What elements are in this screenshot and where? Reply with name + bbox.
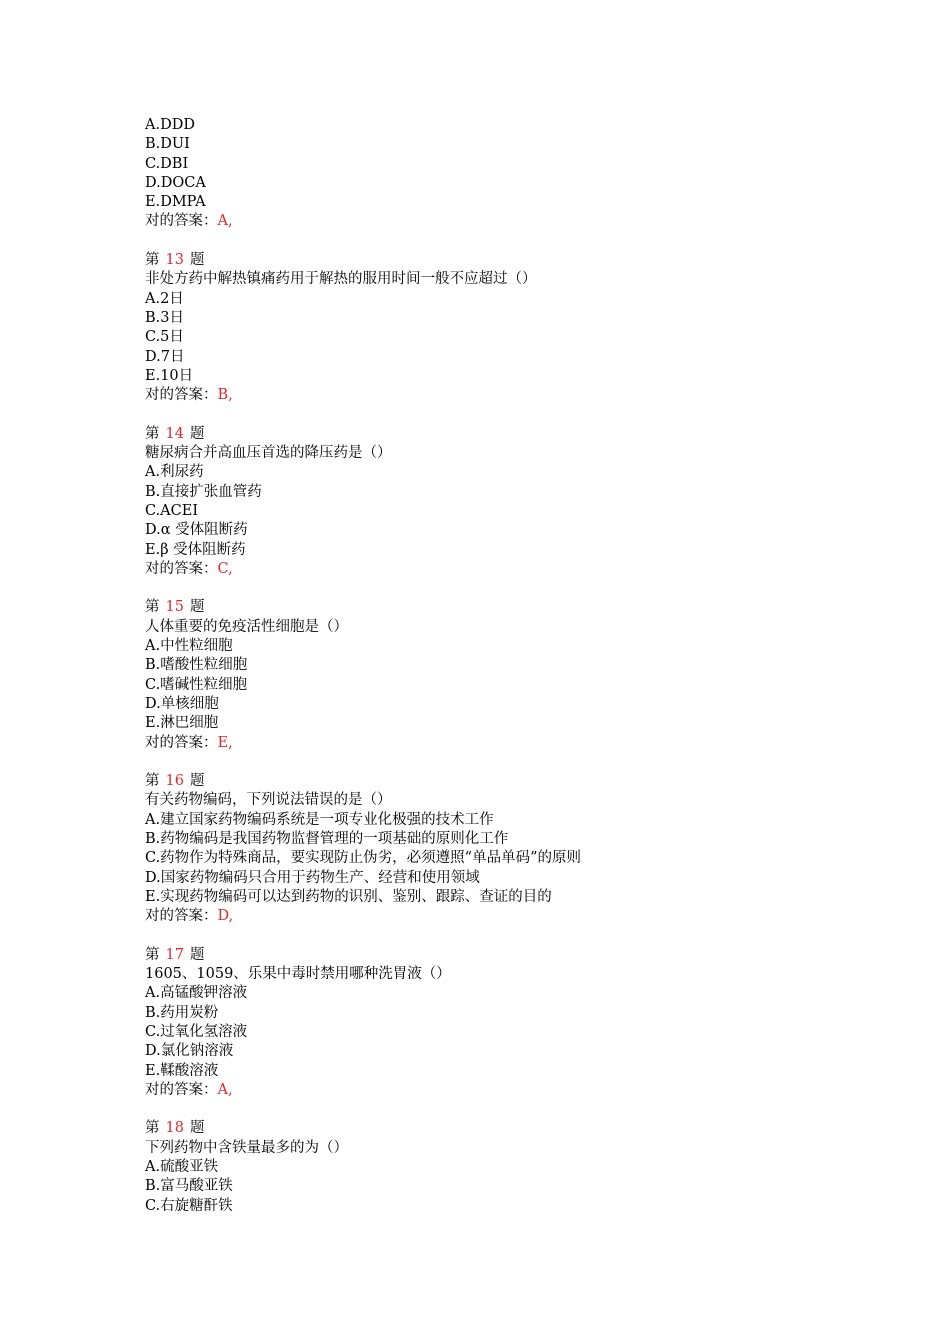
option-line: A.高锰酸钾溶液 bbox=[145, 985, 248, 1002]
spacer bbox=[145, 926, 905, 945]
spacer bbox=[145, 232, 905, 251]
question-number: 16 bbox=[165, 773, 184, 790]
question-block bbox=[145, 116, 905, 232]
question-number: 18 bbox=[165, 1120, 184, 1137]
question-suffix: 题 bbox=[189, 773, 205, 790]
question-number: 13 bbox=[165, 252, 184, 269]
option-line: B.DUI bbox=[145, 136, 190, 153]
option-line: C.药物作为特殊商品，要实现防止伪劣，必须遵照“单品单码”的原则 bbox=[145, 850, 582, 867]
question-number: 17 bbox=[165, 946, 184, 963]
question-suffix: 题 bbox=[189, 1120, 205, 1137]
question-stem: 下列药物中含铁量最多的为（） bbox=[145, 1139, 348, 1156]
question-stem: 1605、1059、乐果中毒时禁用哪种洗胃液（） bbox=[145, 966, 451, 983]
question-prefix: 第 bbox=[145, 252, 160, 269]
question-prefix: 第 bbox=[145, 946, 160, 963]
option-line: D.α 受体阻断药 bbox=[145, 522, 248, 539]
option-line: C.5日 bbox=[145, 329, 184, 346]
option-line: A.硫酸亚铁 bbox=[145, 1159, 219, 1176]
option-line: D.氯化钠溶液 bbox=[145, 1043, 234, 1060]
option-line: A.中性粒细胞 bbox=[145, 638, 233, 655]
question-block bbox=[145, 598, 905, 752]
option-line: A.利尿药 bbox=[145, 464, 204, 481]
option-line: D.DOCA bbox=[145, 174, 206, 191]
question-stem: 糖尿病合并高血压首选的降压药是（） bbox=[145, 445, 392, 462]
question-block bbox=[145, 1119, 905, 1215]
question-header bbox=[145, 598, 905, 617]
answer-line bbox=[145, 907, 905, 926]
question-block bbox=[145, 251, 905, 405]
option-line: A.2日 bbox=[145, 290, 184, 307]
answer-prefix: 对的答案： bbox=[145, 908, 218, 925]
answer-prefix: 对的答案： bbox=[145, 734, 218, 751]
option-line: E.鞣酸溶液 bbox=[145, 1062, 219, 1079]
answer-line bbox=[145, 212, 905, 231]
option-line: E.实现药物编码可以达到药物的识别、鉴别、跟踪、查证的目的 bbox=[145, 888, 552, 905]
question-prefix: 第 bbox=[145, 599, 160, 616]
answer-prefix: 对的答案： bbox=[145, 213, 218, 230]
option-line: C.ACEI bbox=[145, 502, 199, 519]
answer-value: E, bbox=[217, 734, 233, 751]
spacer bbox=[145, 579, 905, 598]
question-number: 15 bbox=[165, 599, 184, 616]
option-line: A.建立国家药物编码系统是一项专业化极强的技术工作 bbox=[145, 811, 494, 828]
question-header bbox=[145, 772, 905, 791]
question-header bbox=[145, 1119, 905, 1138]
question-block bbox=[145, 772, 905, 926]
option-line: E.淋巴细胞 bbox=[145, 715, 219, 732]
question-stem: 人体重要的免疫活性细胞是（） bbox=[145, 618, 348, 635]
answer-prefix: 对的答案： bbox=[145, 387, 218, 404]
spacer bbox=[145, 405, 905, 424]
question-prefix: 第 bbox=[145, 1120, 160, 1137]
answer-prefix: 对的答案： bbox=[145, 560, 218, 577]
question-number: 14 bbox=[165, 425, 184, 442]
option-line: B.3日 bbox=[145, 309, 184, 326]
document-body bbox=[145, 116, 905, 1216]
question-prefix: 第 bbox=[145, 425, 160, 442]
question-header bbox=[145, 425, 905, 444]
question-stem: 非处方药中解热镇痛药用于解热的服用时间一般不应超过（） bbox=[145, 271, 537, 288]
option-line: E.10日 bbox=[145, 367, 194, 384]
answer-line bbox=[145, 386, 905, 405]
answer-value: A, bbox=[217, 1081, 233, 1098]
option-line: E.DMPA bbox=[145, 194, 206, 211]
option-line: D.7日 bbox=[145, 348, 185, 365]
question-header bbox=[145, 946, 905, 965]
option-line: A.DDD bbox=[145, 117, 195, 133]
answer-value: D, bbox=[217, 908, 234, 925]
question-prefix: 第 bbox=[145, 773, 160, 790]
option-line: C.嗜碱性粒细胞 bbox=[145, 676, 248, 693]
option-line: B.直接扩张血管药 bbox=[145, 483, 262, 500]
question-block bbox=[145, 946, 905, 1100]
option-line: E.β 受体阻断药 bbox=[145, 541, 246, 558]
option-line: C.右旋糖酐铁 bbox=[145, 1197, 233, 1214]
question-header bbox=[145, 251, 905, 270]
answer-line bbox=[145, 734, 905, 753]
answer-line bbox=[145, 560, 905, 579]
answer-value: B, bbox=[217, 387, 233, 404]
question-suffix: 题 bbox=[189, 252, 205, 269]
answer-value: A, bbox=[217, 213, 233, 230]
question-suffix: 题 bbox=[189, 599, 205, 616]
option-line: D.国家药物编码只合用于药物生产、经营和使用领域 bbox=[145, 869, 480, 886]
question-block bbox=[145, 425, 905, 579]
question-suffix: 题 bbox=[189, 946, 205, 963]
answer-prefix: 对的答案： bbox=[145, 1081, 218, 1098]
option-line: C.过氧化氢溶液 bbox=[145, 1023, 248, 1040]
option-line: D.单核细胞 bbox=[145, 695, 219, 712]
option-line: B.嗜酸性粒细胞 bbox=[145, 657, 248, 674]
spacer bbox=[145, 753, 905, 772]
answer-line bbox=[145, 1081, 905, 1100]
option-line: B.药物编码是我国药物监督管理的一项基础的原则化工作 bbox=[145, 830, 509, 847]
question-suffix: 题 bbox=[189, 425, 205, 442]
option-line: C.DBI bbox=[145, 155, 189, 172]
option-line: B.富马酸亚铁 bbox=[145, 1178, 233, 1195]
answer-value: C, bbox=[217, 560, 233, 577]
spacer bbox=[145, 1100, 905, 1119]
question-stem: 有关药物编码，下列说法错误的是（） bbox=[145, 792, 392, 809]
option-line: B.药用炭粉 bbox=[145, 1004, 219, 1021]
